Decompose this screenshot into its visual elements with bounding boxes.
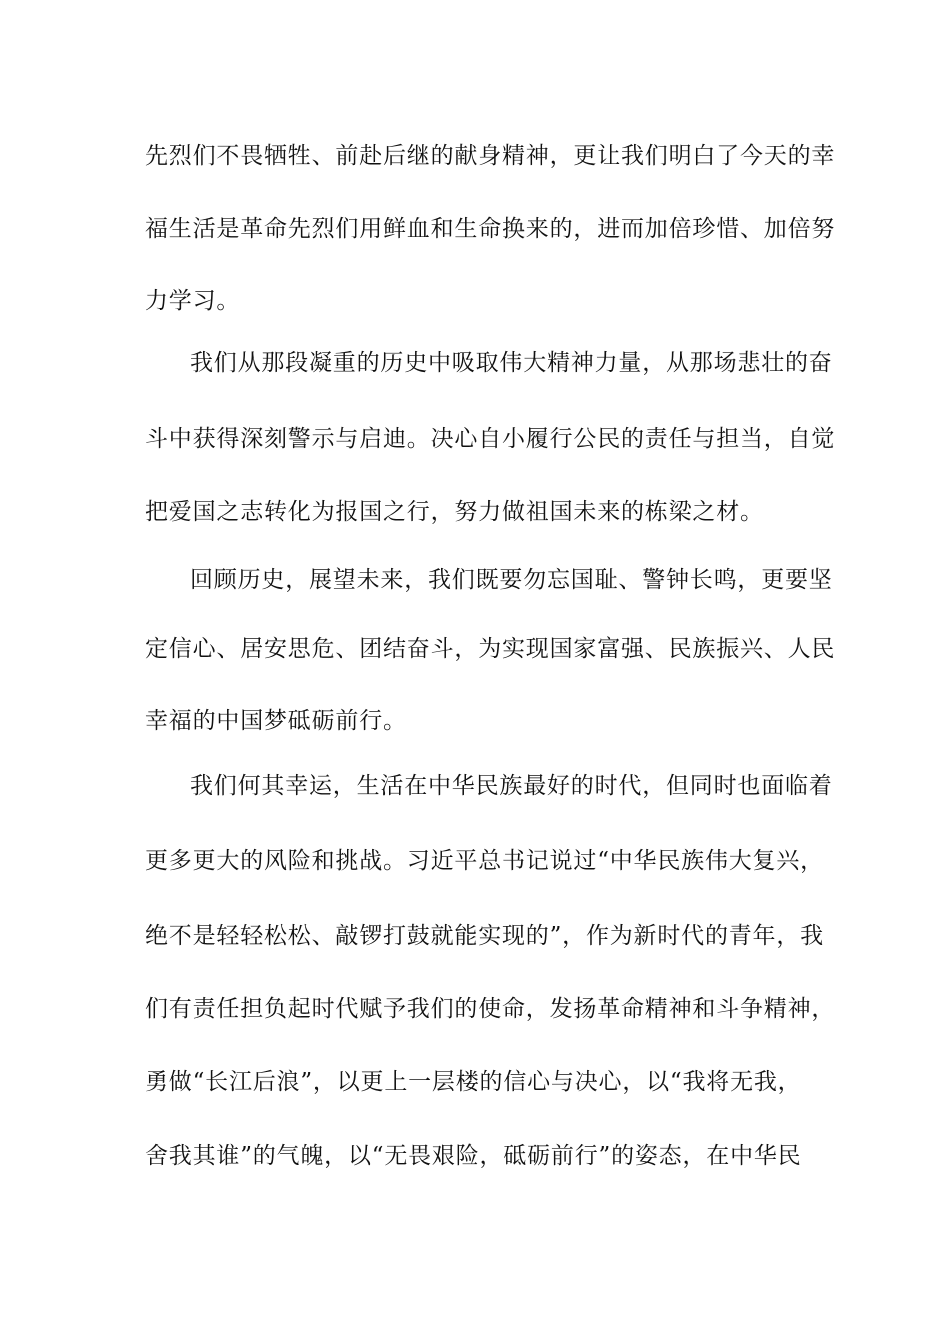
text-line: 绝不是轻轻松松、敲锣打鼓就能实现的”，作为新时代的青年，我	[145, 923, 824, 949]
paragraph-first-line: 回顾历史，展望未来，我们既要勿忘国耻、警钟长鸣，更要坚	[190, 567, 833, 593]
text-line: 更多更大的风险和挑战。习近平总书记说过“中华民族伟大复兴，	[145, 848, 824, 874]
paragraph-first-line: 我们从那段凝重的历史中吸取伟大精神力量，从那场悲壮的奋	[190, 350, 833, 376]
text-line: 定信心、居安思危、团结奋斗，为实现国家富强、民族振兴、人民	[145, 636, 836, 662]
text-line: 福生活是革命先烈们用鲜血和生命换来的，进而加倍珍惜、加倍努	[145, 216, 836, 242]
text-line: 们有责任担负起时代赋予我们的使命，发扬革命精神和斗争精神，	[145, 996, 836, 1022]
text-line: 幸福的中国梦砥砺前行。	[145, 708, 407, 734]
paragraph-first-line: 我们何其幸运，生活在中华民族最好的时代，但同时也面临着	[190, 773, 833, 799]
text-line: 把爱国之志转化为报国之行，努力做祖国未来的栋梁之材。	[145, 499, 764, 525]
text-line: 斗中获得深刻警示与启迪。决心自小履行公民的责任与担当，自觉	[145, 426, 836, 452]
text-line: 舍我其谁”的气魄，以“无畏艰险，砥砺前行”的姿态，在中华民	[145, 1143, 802, 1169]
text-line: 先烈们不畏牺牲、前赴后继的献身精神，更让我们明白了今天的幸	[145, 143, 836, 169]
text-line: 力学习。	[145, 288, 241, 314]
text-line: 勇做“长江后浪”，以更上一层楼的信心与决心，以“我将无我，	[145, 1069, 802, 1095]
